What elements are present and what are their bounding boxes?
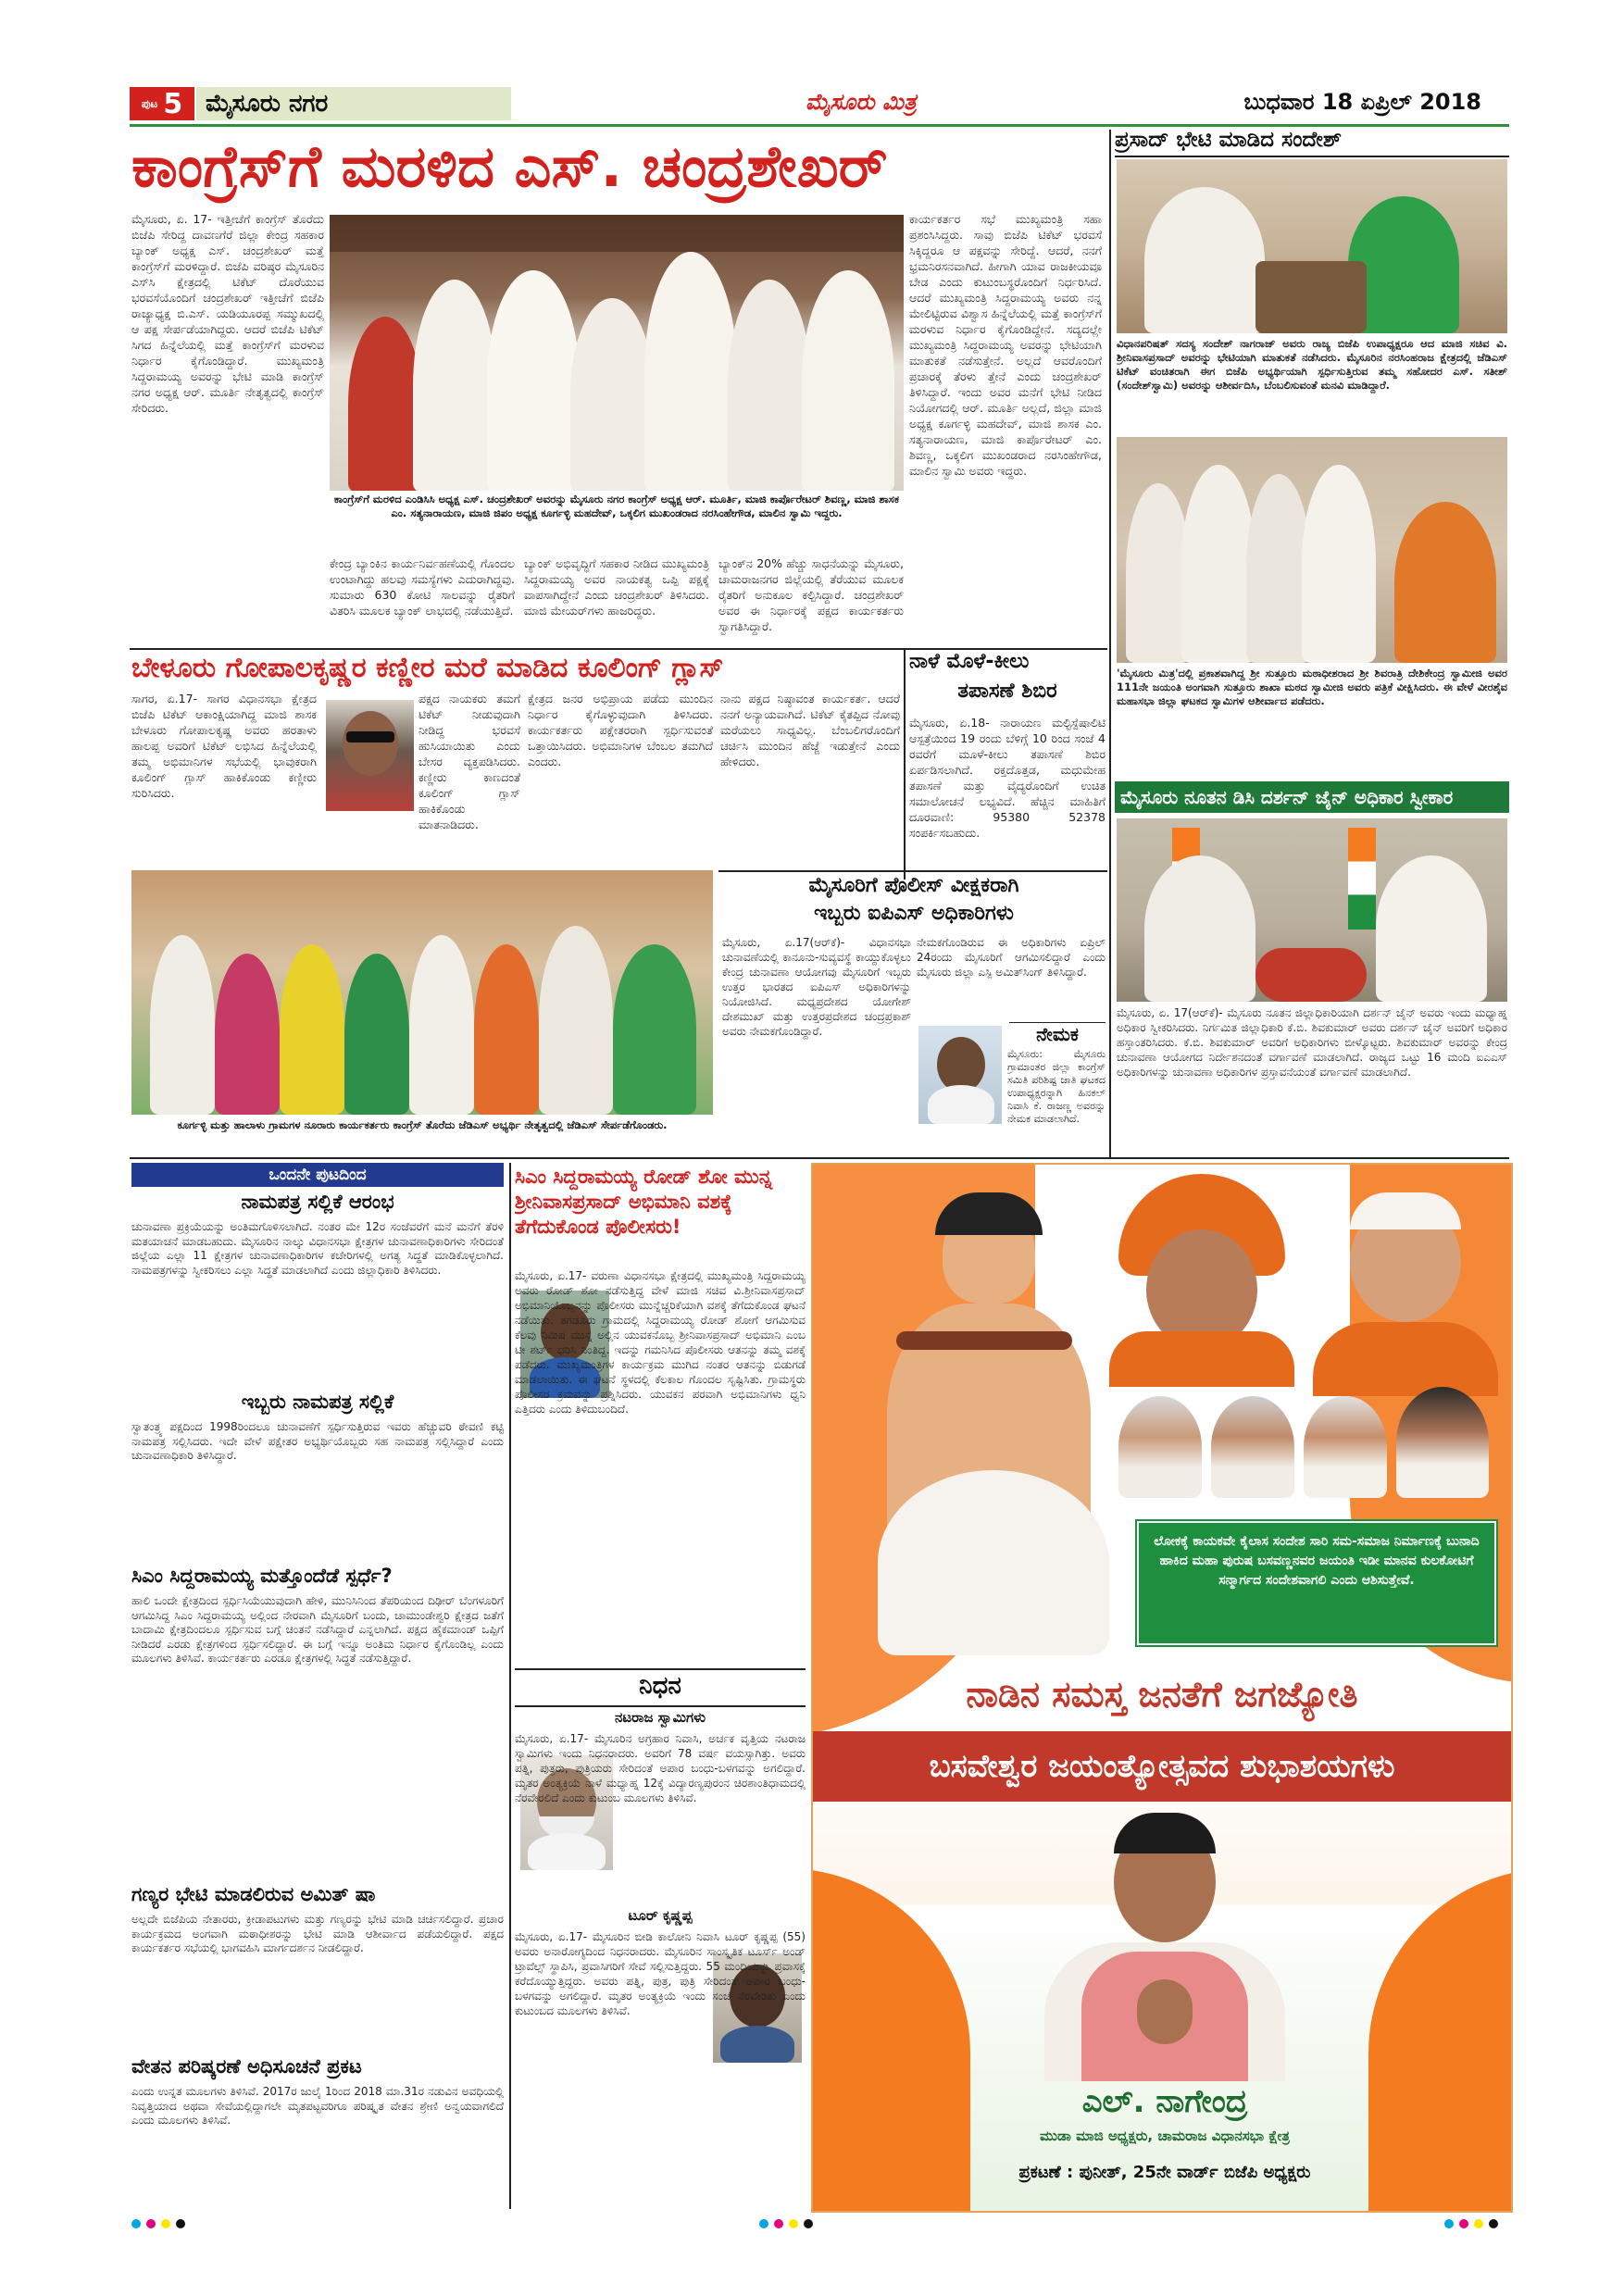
lead-col-1: ಮೈಸೂರು, ಏ. 17- ಇತ್ತೀಚೆಗೆ ಕಾಂಗ್ರೆಸ್ ತೊರೆದು ಬಿಜೆಪಿ ಸೇರಿದ್ದ ದಾವಣಗೆರೆ ಜಿಲ್ಲಾ ಕೇಂದ್ರ ಸಹಕಾರ ಬ್ಯಾಂಕ್ ಅಧ್ಯಕ್ಷ ಎಸ್. ಚಂದ್ರಶೇಖರ್ ಮತ್ತೆ ಕಾಂಗ್ರೆಸ್‌ಗೆ ಮರಳಿದ್ದಾರೆ. ಬಿಜೆಪಿ ವರಿಷ್ಠರ ಮೈಸೂರಿನ ಎಸ್‌ಸಿ ಕ್ಷೇತ್ರದಲ್ಲಿ ಟಿಕೆಟ್ ದೊರೆಯುವ ಭರವಸೆಯೊಂದಿಗೆ ಚಂದ್ರಶೇಖರ್ ಇತ್ತೀಚೆಗೆ ಬಿಜೆಪಿ ರಾಜ್ಯಾಧ್ಯಕ್ಷ ಬಿ.ಎಸ್. ಯಡಿಯೂರಪ್ಪ ಸಮ್ಮುಖದಲ್ಲಿ ಆ ಪಕ್ಷ ಸೇರ್ಪಡೆಯಾಗಿದ್ದರು. ಆದರೆ ಬಿಜೆಪಿ ಟಿಕೆಟ್ ಸಿಗದ ಹಿನ್ನೆಲೆಯಲ್ಲಿ ಮತ್ತೆ ಕಾಂಗ್ರೆಸ್‌ಗೆ ಮರಳುವ ನಿರ್ಧಾರ ಕೈಗೊಂಡಿದ್ದಾರೆ. ಮುಖ್ಯಮಂತ್ರಿ ಸಿದ್ದರಾಮಯ್ಯ ಅವರನ್ನು ಭೇಟಿ ಮಾಡಿ ಕಾಂಗ್ರೆಸ್ ನಗರ ಅಧ್ಯಕ್ಷ ಆರ್. ಮೂರ್ತಿ ನೇತೃತ್ವದಲ್ಲಿ ಕಾಂಗ್ರೆಸ್ ಸೇರಿದರು. [131, 212, 324, 415]
briefs-banner-text: ಒಂದನೇ ಪುಟದಿಂದ [269, 1166, 367, 1184]
divider [718, 870, 1107, 872]
page-number-box [130, 87, 194, 120]
ad-message-box [1137, 1521, 1496, 1645]
page-number: 5 [163, 87, 183, 120]
camp-text: ಮೈಸೂರು, ಏ.18- ನಾರಾಯಣ ಮಲ್ಟಿಸ್ಪೆಷಾಲಿಟಿ ಆಸ್ಪತ್ರೆಯಿಂದ 19 ರಂದು ಬೆಳಿಗ್ಗೆ 10 ರಿಂದ ಸಂಜೆ 4 ರವರೆಗೆ ಮೂಳೆ-ಕೀಲು ತಪಾಸಣೆ ಶಿಬಿರ ಏರ್ಪಡಿಸಲಾಗಿದೆ. ರಕ್ತದೊತ್ತಡ, ಮಧುಮೇಹ ತಪಾಸಣೆ ಮತ್ತು ವೈದ್ಯರೊಂದಿಗೆ ಉಚಿತ ಸಮಾಲೋಚನೆ ಲಭ್ಯವಿದೆ. ಹೆಚ್ಚಿನ ಮಾಹಿತಿಗೆ ದೂರವಾಣಿ: 95380 52378 ಸಂಪರ್ಕಿಸಬಹುದು. [909, 716, 1106, 840]
prasad-photo-2 [1117, 437, 1507, 663]
beluru-col-2: ಪಕ್ಷದ ನಾಯಕರು ತಮಗೆ ಟಿಕೆಟ್ ನೀಡುವುದಾಗಿ ನೀಡಿದ್ದ ಭರವಸೆ ಹುಸಿಯಾಯಿತು ಎಂದು ಬೇಸರ ವ್ಯಕ್ತಪಡಿಸಿದರು. ಕಣ್ಣೀರು ಕಾಣದಂತೆ ಕೂಲಿಂಗ್ ಗ್ಲಾಸ್ ಹಾಕಿಕೊಂಡು ಮಾತನಾಡಿದರು. [418, 692, 520, 831]
ips-col-2: ನೇಮಕಗೊಂಡಿರುವ ಈ ಅಧಿಕಾರಿಗಳು ಏಪ್ರಿಲ್ 24ರಂದು ಮೈಸೂರಿಗೆ ಆಗಮಿಸಲಿದ್ದಾರೆ ಎಂದು ಮೈಸೂರು ಜಿಲ್ಲಾ ಎಸ್ಪಿ ಅಮಿತ್‌ಸಿಂಗ್ ತಿಳಿಸಿದ್ದಾರೆ. [917, 936, 1106, 979]
divider [515, 1668, 806, 1670]
divider [1109, 130, 1111, 1157]
briefs-h5: ವೇತನ ಪರಿಷ್ಕರಣೆ ಅಧಿಸೂಚನೆ ಪ್ರಕಟ [131, 2055, 362, 2078]
lead-photo-caption: ಕಾಂಗ್ರೆಸ್‌ಗೆ ಮರಳಿದ ಎಂಡಿಸಿಸಿ ಅಧ್ಯಕ್ಷ ಎಸ್. ಚಂದ್ರಶೇಖರ್ ಅವರನ್ನು ಮೈಸೂರು ನಗರ ಕಾಂಗ್ರೆಸ್ ಅಧ್ಯಕ್ಷ ಆರ್. ಮೂರ್ತಿ, ಮಾಜಿ ಕಾರ್ಪೊರೇಟರ್ ಶಿವಣ್ಣ, ಮಾಜಿ ಶಾಸಕ ಎಂ. ಸತ್ಯನಾರಾಯಣ, ಮಾಜಿ ಜಿಪಂ ಅಧ್ಯಕ್ಷ ಕೂರ್ಗಳ್ಳಿ ಮಹದೇವ್, ಒಕ್ಕಲಿಗ ಮುಖಂಡರಾದ ನರಸಿಂಹೇಗೌಡ, ಮಾಲಿನ ಸ್ವಾಮಿ ಇದ್ದರು. [333, 493, 900, 519]
briefs-h3: ಸಿಎಂ ಸಿದ್ದರಾಮಯ್ಯ ಮತ್ತೊಂದೆಡೆ ಸ್ಪರ್ಧೆ? [131, 1565, 393, 1587]
camp-headline-1: ನಾಳೆ ಮೊಳೆ-ಕೀಲು [909, 650, 1030, 673]
obit-text-2: ಮೈಸೂರು, ಏ.17- ಮೈಸೂರಿನ ಬೀಡಿ ಕಾಲೋನಿ ನಿವಾಸಿ ಟೂರ್ ಕೃಷ್ಣಪ್ಪ (55) ಅವರು ಅನಾರೋಗ್ಯದಿಂದ ನಿಧನರಾದರು. ಮೈಸೂರಿನ ಸಾಂಸ್ಕೃತಿಕ ಟೂರ್ಸ್ ಅಂಡ್ ಟ್ರಾವೆಲ್ಸ್ ಸ್ಥಾಪಿಸಿ, ಪ್ರವಾಸಿಗರಿಗೆ ಸೇವೆ ಸಲ್ಲಿಸುತ್ತಿದ್ದರು. 55 ಮಂದಿಯನ್ನು ಪ್ರವಾಸಕ್ಕೆ ಕರೆದೊಯ್ಯುತ್ತಿದ್ದರು. ಅವರು ಪತ್ನಿ, ಪುತ್ರ, ಪುತ್ರಿ ಸೇರಿದಂತೆ ಅಪಾರ ಬಂಧು-ಬಳಗವನ್ನು ಅಗಲಿದ್ದಾರೆ. ಮೃತರ ಅಂತ್ಯಕ್ರಿಯೆ ಇಂದು ಸಂಜೆ ನೆರವೇರಿತು ಎಂದು ಕುಟುಂಬದ ಮೂಲಗಳು ತಿಳಿಸಿವೆ. [515, 1930, 806, 2017]
briefs-t1: ಚುನಾವಣಾ ಪ್ರಕ್ರಿಯೆಯನ್ನು ಅಂತಿಮಗೊಳಿಸಲಾಗಿದೆ. ನಂತರ ಮೇ 12ರ ಸಂಜೆವರೆಗೆ ಮನೆ ಮನೆಗೆ ತೆರಳಿ ಮತಯಾಚನೆ ಮಾಡಬಹುದು. ಮೈಸೂರಿನ ನಾಲ್ಕು ವಿಧಾನಸಭಾ ಕ್ಷೇತ್ರಗಳ ಚುನಾವಣಾಧಿಕಾರಿಗಳು ಸೇರಿದಂತೆ ಜಿಲ್ಲೆಯ ಎಲ್ಲಾ 11 ಕ್ಷೇತ್ರಗಳ ಚುನಾವಣಾಧಿಕಾರಿಗಳ ಕಚೇರಿಗಳಲ್ಲಿ ಅಗತ್ಯ ಸಿದ್ಧತೆ ಮಾಡಿಕೊಳ್ಳಲಾಗಿದೆ. ನಾಮಪತ್ರಗಳನ್ನು ಸ್ವೀಕರಿಸಲು ಎಲ್ಲಾ ಸಿದ್ಧತೆ ಮಾಡಲಾಗಿದೆ ಎಂದು ಜಿಲ್ಲಾಧಿಕಾರಿ ತಿಳಿಸಿದರು. [131, 1220, 504, 1277]
briefs-banner [131, 1163, 504, 1187]
lead-col-5: ಕಾರ್ಯಕರ್ತರ ಸಭೆ ಮುಖ್ಯಮಂತ್ರಿ ಸಹಾ ಪ್ರಶಂಸಿಸಿದ್ದರು. ಸಾವು ಬಿಜೆಪಿ ಟಿಕೆಟ್ ಭರವಸೆ ಸಿಕ್ಕಿದ್ದರೂ ಆ ಪಕ್ಷವನ್ನು ಸೇರಿದ್ದೆ. ಆದರೆ, ನನಗೆ ಭ್ರಮನಿರಸನವಾಗಿದೆ. ಹೀಗಾಗಿ ಯಾವ ರಾಜಕೀಯವೂ ಬೇಡ ಎಂದು ಕುಟುಂಬಸ್ಥರೊಂದಿಗೆ ನಿರ್ಧರಿಸಿದೆ. ಆದರೆ ಮುಖ್ಯಮಂತ್ರಿ ಸಿದ್ದರಾಮಯ್ಯ ಅವರು ನನ್ನ ಮೇಲಿಟ್ಟಿರುವ ವಿಶ್ವಾಸ ಹಿನ್ನೆಲೆಯಲ್ಲಿ ಮತ್ತೆ ಕಾಂಗ್ರೆಸ್‌ಗೆ ಮರಳುವ ನಿರ್ಧಾರ ಕೈಗೊಂಡಿದ್ದೇನೆ. ಸದ್ಯದಲ್ಲೇ ಮುಖ್ಯಮಂತ್ರಿ ಸಿದ್ದರಾಮಯ್ಯ ಅವರನ್ನು ಭೇಟಿಯಾಗಿ ಮಾತುಕತೆ ನಡೆಸುತ್ತೇನೆ. ಅಲ್ಲದೆ ಆವರೊಂದಿಗೆ ಪ್ರಚಾರಕ್ಕೆ ತೆರಳು ತ್ತೇನೆ ಎಂದು ಚಂದ್ರಶೇಖರ್ ತಿಳಿಸಿದ್ದಾರೆ. ಇಂದು ಅವರ ಮನೆಗೆ ಭೇಟಿ ನೀಡಿದ ನಿಯೋಗದಲ್ಲಿ ಆರ್. ಮೂರ್ತಿ ಅಲ್ಲದೆ, ಜಿಲ್ಲಾ ಮಾಜಿ ಅಧ್ಯಕ್ಷ ಕೂರ್ಗಳ್ಳಿ ಮಹದೇವ್, ಮಾಜಿ ಶಾಸಕ ಎಂ. ಸತ್ಯನಾರಾಯಣ, ಮಾಜಿ ಕಾರ್ಪೊರೇಟರ್ ಎಂ. ಶಿವಣ್ಣ, ಒಕ್ಕಲಿಗ ಮುಖಂಡರಾದ ನರಸಿಂಹೇಗೌಡ, ಮಾಲಿನ ಸ್ವಾಮಿ ಅವರು ಇದ್ದರು. [909, 212, 1102, 478]
beluru-portrait [326, 700, 414, 811]
dc-text: ಮೈಸೂರು, ಏ. 17(ಆರ್‌ಕೆ)- ಮೈಸೂರು ನೂತನ ಜಿಲ್ಲಾಧಿಕಾರಿಯಾಗಿ ದರ್ಶನ್ ಜೈನ್ ಅವರು ಇಂದು ಮಧ್ಯಾಹ್ನ ಅಧಿಕಾರ ಸ್ವೀಕರಿಸಿದರು. ನಿರ್ಗಮಿತ ಜಿಲ್ಲಾಧಿಕಾರಿ ಕೆ.ಬಿ. ಶಿವಕುಮಾರ್ ಅವರು ದರ್ಶನ್ ಜೈನ್ ಅವರಿಗೆ ಅಧಿಕಾರ ಹಸ್ತಾಂತರಿಸಿದರು. ಕೆ.ಬಿ. ಶಿವಕುಮಾರ್ ಅವರಿಗೆ ಅಧಿಕಾರಿಗಳು ಬೀಳ್ಕೊಟ್ಟರು. ಶಿವಕುಮಾರ್ ಅವರನ್ನು ಕೇಂದ್ರ ಚುನಾವಣಾ ಆಯೋಗದ ನಿರ್ದೇಶನದಂತೆ ವರ್ಗಾವಣೆ ಮಾಡಲಾಗಿದೆ. ರಾಜ್ಯದ ಒಟ್ಟು 16 ಮಂದಿ ಐಎಎಸ್ ಅಧಿಕಾರಿಗಳನ್ನು ಚುನಾವಣಾ ಅಧಿಕಾರಿಗಳ ಪ್ರಸ್ತಾವನೆಯಂತೆ ವರ್ಗಾವಣೆ ಮಾಡಲಾಗಿದೆ. [1117, 1006, 1507, 1079]
masthead [130, 85, 1509, 122]
briefs-t5: ಎಂದು ಉನ್ನತ ಮೂಲಗಳು ತಿಳಿಸಿವೆ. 2017ರ ಜುಲೈ 1ರಿಂದ 2018 ಮಾ.31ರ ನಡುವಿನ ಅವಧಿಯಲ್ಲಿ ನಿವೃತ್ತಿಯಾದ ಅಥವಾ ಸೇವೆಯಲ್ಲಿದ್ದಾಗಲೇ ಮೃತಪಟ್ಟವರಿಗೂ ಪರಿಷ್ಕೃತ ವೇತನ ಶ್ರೇಣಿ ಅನ್ವಯವಾಗಲಿದೆ ಎಂದು ಮೂಲಗಳು ತಿಳಿಸಿವೆ. [131, 2085, 504, 2127]
candidate-role: ಮುಡಾ ಮಾಜಿ ಅಧ್ಯಕ್ಷರು, ಚಾಮರಾಜ ವಿಧಾನಸಭಾ ಕ್ಷೇತ್ರ [1039, 2128, 1290, 2144]
section-name: ಮೈಸೂರು ನಗರ [206, 89, 329, 118]
ips-headline-2: ಇಬ್ಬರು ಐಪಿಎಸ್ ಅಧಿಕಾರಿಗಳು [814, 902, 1014, 925]
briefs-h4: ಗಣ್ಯರ ಭೇಟಿ ಮಾಡಲಿರುವ ಅಮಿತ್ ಷಾ [131, 1883, 376, 1905]
paper-name: ಮೈಸೂರು ಮಿತ್ರ [806, 89, 917, 115]
leader-portrait-2 [1211, 1396, 1294, 1498]
ips-col-1: ಮೈಸೂರು, ಏ.17(ಆರ್‌ಕೆ)- ವಿಧಾನಸಭಾ ಚುನಾವಣೆಯಲ್ಲಿ ಕಾನೂನು-ಸುವ್ಯವಸ್ಥೆ ಕಾಯ್ದುಕೊಳ್ಳಲು ಕೇಂದ್ರ ಚುನಾವಣಾ ಆಯೋಗವು ಮೈಸೂರಿಗೆ ಇಬ್ಬರು ಉತ್ತರ ಭಾರತದ ಐಪಿಎಸ್ ಅಧಿಕಾರಿಗಳನ್ನು ನಿಯೋಜಿಸಿದೆ. ಮಧ್ಯಪ್ರದೇಶದ ಯೋಗೇಶ್ ದೇಶಮುಖ್ ಮತ್ತು ಉತ್ತರಪ್ರದೇಶದ ಚಂದ್ರಪ್ರಕಾಶ್ ಅವರು ನೇಮಕಗೊಂಡಿದ್ದಾರೆ. [722, 936, 911, 1038]
prasad-caption-2: 'ಮೈಸೂರು ಮಿತ್ರ'ದಲ್ಲಿ ಪ್ರಕಾಶವಾಗಿದ್ದ ಶ್ರೀ ಸುತ್ತೂರು ಮಠಾಧೀಶರಾದ ಶ್ರೀ ಶಿವರಾತ್ರಿ ದೇಶಿಕೇಂದ್ರ ಸ್ವಾಮೀಜಿ ಅವರ 111ನೇ ಜಯಂತಿ ಅಂಗವಾಗಿ ಸುತ್ತೂರು ಶಾಖಾ ಮಠದ ಸ್ವಾಮೀಜಿ ಅವರು ಪತ್ರಿಕೆ ವೀಕ್ಷಿಸಿದರು. ಈ ವೇಳೆ ವೀರಶೈವ ಮಹಾಸಭಾ ಜಿಲ್ಲಾ ಘಟಕದ ಸ್ವಾಮಿಗಳ ಆಶೀರ್ವಾದ ಪಡೆದರು. [1117, 667, 1507, 707]
section-name-box [196, 87, 511, 120]
roadshow-text: ಮೈಸೂರು, ಏ.17- ವರುಣಾ ವಿಧಾನಸಭಾ ಕ್ಷೇತ್ರದಲ್ಲಿ ಮುಖ್ಯಮಂತ್ರಿ ಸಿದ್ದರಾಮಯ್ಯ ಅವರು ರೋಡ್ ಶೋ ನಡೆಸುತ್ತಿದ್ದ ವೇಳೆ ಮಾಜಿ ಸಚಿವ ವಿ.ಶ್ರೀನಿವಾಸಪ್ರಸಾದ್ ಅಭಿಮಾನಿಯೊಬ್ಬನನ್ನು ಪೊಲೀಸರು ಮುನ್ನೆಚ್ಚರಿಕೆಯಾಗಿ ವಶಕ್ಕೆ ತೆಗೆದುಕೊಂಡ ಘಟನೆ ನಡೆಯಿತು. ತಗಡೂರು ಗ್ರಾಮದಲ್ಲಿ ಸಿದ್ದರಾಮಯ್ಯ ರೋಡ್ ಶೋಗೆ ಆಗಮಿಸುವ ಕೆಲವು ನಿಮಿಷ ಮುನ್ನ ಅಲ್ಲಿನ ಯುವಕನೊಬ್ಬ ಶ್ರೀನಿವಾಸಪ್ರಸಾದ್ ಅಭಿಮಾನಿ ಎಂಬ ಟೀ ಶರ್ಟ್ ಧರಿಸಿ ನಿಂತಿದ್ದ. ಇದನ್ನು ಗಮನಿಸಿದ ಪೊಲೀಸರು ಆತನನ್ನು ತಮ್ಮ ವಶಕ್ಕೆ ಪಡೆದರು. ಮುಖ್ಯಮಂತ್ರಿಗಳ ಕಾರ್ಯಕ್ರಮ ಮುಗಿದ ನಂತರ ಆತನನ್ನು ಬಿಡುಗಡೆ ಮಾಡಲಾಯಿತು. ಈ ಘಟನೆ ಸ್ಥಳದಲ್ಲಿ ಕೆಲಕಾಲ ಗೊಂದಲ ಸೃಷ್ಟಿಸಿತು. ಗ್ರಾಮಸ್ಥರು ಪೊಲೀಸರ ಕ್ರಮವನ್ನು ಪ್ರಶ್ನಿಸಿದರು. ಯುವಕನ ಪರವಾಗಿ ಅಭಿಮಾನಿಗಳು ಧ್ವನಿ ಎತ್ತಿದರು ಎಂದು ತಿಳಿದುಬಂದಿದೆ. [515, 1269, 806, 1416]
masthead-rule [130, 124, 1509, 127]
beluru-col-1: ಸಾಗರ, ಏ.17- ಸಾಗರ ವಿಧಾನಸಭಾ ಕ್ಷೇತ್ರದ ಬಿಜೆಪಿ ಟಿಕೆಟ್ ಆಕಾಂಕ್ಷಿಯಾಗಿದ್ದ ಮಾಜಿ ಶಾಸಕ ಬೇಳೂರು ಗೋಪಾಲಕೃಷ್ಣ ಅವರು ಹರತಾಳು ಹಾಲಪ್ಪ ಅವರಿಗೆ ಟಿಕೆಟ್ ಲಭಿಸಿದ ಹಿನ್ನೆಲೆಯಲ್ಲಿ ತಮ್ಮ ಅಭಿಮಾನಿಗಳ ಸಭೆಯಲ್ಲಿ ಭಾವುಕರಾಗಿ ಕೂಲಿಂಗ್ ಗ್ಲಾಸ್ ಹಾಕಿಕೊಂಡು ಕಣ್ಣೀರು ಸುರಿಸಿದರು. [131, 692, 317, 800]
lead-col-3: ಬ್ಯಾಂಕ್ ಅಭಿವೃದ್ಧಿಗೆ ಸಹಕಾರ ನೀಡಿದ ಮುಖ್ಯಮಂತ್ರಿ ಸಿದ್ದರಾಮಯ್ಯ ಅವರ ನಾಯಕತ್ವ ಒಪ್ಪಿ ಪಕ್ಷಕ್ಕೆ ವಾಪಸಾಗಿದ್ದೇನೆ ಎಂದು ಚಂದ್ರಶೇಖರ್ ತಿಳಿಸಿದರು. ಮಾಜಿ ಮೇಯರ್‌ಗಳು ಹಾಜರಿದ್ದರು. [524, 556, 709, 618]
ad-greeting-line-2: ಬಸವೇಶ್ವರ ಜಯಂತ್ಯೋತ್ಸವದ ಶುಭಾಶಯಗಳು [929, 1748, 1395, 1785]
beluru-headline: ಬೇಳೂರು ಗೋಪಾಲಕೃಷ್ಣರ ಕಣ್ಣೀರ ಮರೆ ಮಾಡಿದ ಕೂಲಿಂಗ್ ಗ್ಲಾಸ್ [131, 652, 724, 684]
basavanna-figure [868, 1192, 1109, 1655]
registration-dots-center [759, 2215, 818, 2232]
dc-headline: ಮೈಸೂರು ನೂತನ ಡಿಸಿ ದರ್ಶನ್ ಜೈನ್ ಅಧಿಕಾರ ಸ್ವೀಕಾರ [1120, 786, 1454, 808]
beluru-col-3: ಕ್ಷೇತ್ರದ ಜನರ ಅಭಿಪ್ರಾಯ ಪಡೆದು ಮುಂದಿನ ನಿರ್ಧಾರ ಕೈಗೊಳ್ಳುವುದಾಗಿ ತಿಳಿಸಿದರು. ಕಾರ್ಯಕರ್ತರು ಪಕ್ಷೇತರರಾಗಿ ಸ್ಪರ್ಧಿಸುವಂತೆ ಒತ್ತಾಯಿಸಿದರು. ಅಭಿಮಾನಿಗಳ ಬೆಂಬಲ ತಮಗಿದೆ ಎಂದರು. [528, 692, 713, 768]
candidate-name: ಎಲ್. ನಾಗೇಂದ್ರ [1081, 2083, 1248, 2120]
ad-greeting-line-1: ನಾಡಿನ ಸಮಸ್ತ ಜನತೆಗೆ ಜಗಜ್ಯೋತಿ [966, 1674, 1358, 1715]
lead-col-4: ಬ್ಯಾಂಕ್‌ನ 20% ಹೆಚ್ಚು ಸಾಧನೆಯನ್ನು ಮೈಸೂರು, ಚಾಮರಾಜನಗರ ಜಿಲ್ಲೆಯಲ್ಲಿ ತೆರೆಯುವ ಮೂಲಕ ರೈತರಿಗೆ ಅನುಕೂಲ ಕಲ್ಪಿಸಿದ್ದಾರೆ. ಚಂದ್ರಶೇಖರ್ ಅವರ ಈ ನಿರ್ಧಾರಕ್ಕೆ ಪಕ್ಷದ ಕಾರ್ಯಕರ್ತರು ಸ್ವಾಗತಿಸಿದ್ದಾರೆ. [718, 556, 904, 633]
lead-group-photo [330, 215, 904, 491]
registration-dots-right [1444, 2215, 1504, 2232]
candidate-portrait [1026, 1813, 1304, 2081]
briefs-t4: ಅಲ್ಲದೇ ಬಿಜೆಪಿಯ ನೇತಾರರು, ಕ್ರೀಡಾಪಟುಗಳು ಮತ್ತು ಗಣ್ಯರನ್ನು ಭೇಟಿ ಮಾಡಿ ಚರ್ಚಿಸಲಿದ್ದಾರೆ. ಪ್ರಚಾರ ಕಾರ್ಯಕ್ರಮದ ಅಂಗವಾಗಿ ಮಠಾಧೀಶರನ್ನು ಭೇಟಿ ಮಾಡಿ ಆಶೀರ್ವಾದ ಪಡೆಯಲಿದ್ದಾರೆ. ಪಕ್ಷದ ಕಾರ್ಯಕರ್ತರ ಸಭೆಯಲ್ಲಿ ಭಾಗವಹಿಸಿ ಮಾರ್ಗದರ್ಶನ ನೀಡಲಿದ್ದಾರೆ. [131, 1913, 504, 1954]
beluru-photo-caption: ಕೂರ್ಗಳ್ಳಿ ಮತ್ತು ಹಾಲಾಳು ಗ್ರಾಮಗಳ ನೂರಾರು ಕಾರ್ಯಕರ್ತರು ಕಾಂಗ್ರೆಸ್ ತೊರೆದು ಜೆಡಿಎಸ್ ಅಭ್ಯರ್ಥಿ ನೇತೃತ್ವದಲ್ಲಿ ಜೆಡಿಎಸ್ ಸೇರ್ಪಡೆಗೊಂಡರು. [177, 1118, 668, 1131]
basava-jayanti-ad [811, 1163, 1513, 2213]
dc-headline-box [1115, 781, 1509, 813]
divider [130, 1157, 1509, 1159]
divider [509, 1163, 511, 2209]
issue-date: ಬುಧವಾರ 18 ಏಪ್ರಿಲ್ 2018 [1243, 89, 1481, 115]
dc-photo [1117, 818, 1507, 1002]
lead-col-2: ಕೇಂದ್ರ ಬ್ಯಾಂಕಿನ ಕಾರ್ಯನಿರ್ವಹಣೆಯಲ್ಲಿ ಗೊಂದಲ ಉಂಟಾಗಿದ್ದು ಹಲವು ಸಮಸ್ಯೆಗಳು ಎದುರಾಗಿದ್ದವು. ಸುಮಾರು 630 ಕೋಟಿ ಸಾಲವನ್ನು ರೈತರಿಗೆ ವಿತರಿಸಿ ಮೂಲಕ ಬ್ಯಾಂಕ್ ಲಾಭದಲ್ಲಿ ನಡೆಯುತ್ತಿದೆ. [330, 556, 515, 618]
swamiji-portrait-2 [1313, 1183, 1498, 1396]
camp-headline-2: ತಪಾಸಣೆ ಶಿಬಿರ [957, 680, 1057, 703]
ips-headline-1: ಮೈಸೂರಿಗೆ ಪೊಲೀಸ್ ವೀಕ್ಷಕರಾಗಿ [808, 874, 1019, 897]
divider [904, 648, 906, 880]
appoint-photo [918, 1026, 1002, 1124]
appoint-text: ಮೈಸೂರು: ಮೈಸೂರು ಗ್ರಾಮಾಂತರ ಜಿಲ್ಲಾ ಕಾಂಗ್ರೆಸ್ ಸಮಿತಿ ಪರಿಶಿಷ್ಟ ಜಾತಿ ಘಟಕದ ಉಪಾಧ್ಯಕ್ಷರನ್ನಾಗಿ ಹಿನಕಲ್ ನಿವಾಸಿ ಕೆ. ರಾಜಣ್ಣ ಅವರನ್ನು ನೇಮಕ ಮಾಡಲಾಗಿದೆ. [1007, 1048, 1106, 1125]
briefs-t3: ಹಾಲಿ ಒಂದೇ ಕ್ಷೇತ್ರದಿಂದ ಸ್ಪರ್ಧಿಸಿಯೆಯುವುದಾಗಿ ಹೇಳಿ, ಮುನಿಸಿನಿಂದ ತೆಪರಿಯಂದ ದಿಢೀರ್ ಬೆಂಗಳೂರಿಗೆ ಆಗಮಿಸಿದ್ದ ಸಿಎಂ ಸಿದ್ದರಾಮಯ್ಯ ಅಲ್ಲಿಂದ ನೇರವಾಗಿ ಮೈಸೂರಿಗೆ ಬಂದು, ಚಾಮುಂಡೇಶ್ವರಿ ಕ್ಷೇತ್ರದ ಜತೆಗೆ ಬಾದಾಮಿ ಕ್ಷೇತ್ರದಿಂದಲೂ ಸ್ಪರ್ಧಿಸುವ ಬಗ್ಗೆ ಚಿಂತನೆ ನಡೆಸಿದ್ದಾರೆ ಎನ್ನಲಾಗಿದೆ. ಪಕ್ಷದ ಹೈಕಮಾಂಡ್ ಒಪ್ಪಿಗೆ ನೀಡಿದರೆ ಎರಡು ಕ್ಷೇತ್ರಗಳಿಂದ ಸ್ಪರ್ಧಿಸಲಿದ್ದಾರೆ. ಈ ಬಗ್ಗೆ ಇನ್ನೂ ಅಂತಿಮ ನಿರ್ಧಾರ ಕೈಗೊಂಡಿಲ್ಲ ಎಂದು ಮೂಲಗಳು ತಿಳಿಸಿವೆ. ಕಾರ್ಯಕರ್ತರು ಎರಡೂ ಕ್ಷೇತ್ರಗಳಲ್ಲಿ ಸಿದ್ಧತೆ ನಡೆಸುತ್ತಿದ್ದಾರೆ. [131, 1594, 504, 1665]
leader-portrait-3 [1304, 1396, 1387, 1498]
prasad-photo-1 [1117, 159, 1507, 333]
ad-greeting-band [813, 1731, 1511, 1802]
ad-message: ಲೋಕಕ್ಕೆ ಕಾಯಕವೇ ಕೈಲಾಸ ಸಂದೇಶ ಸಾರಿ ಸಮ-ಸಮಾಜ ನಿರ್ಮಾಣಕ್ಕೆ ಬುನಾದಿ ಹಾಕಿದ ಮಹಾ ಪುರುಷ ಬಸವಣ್ಣನವರ ಜಯಂತಿ ಇಡೀ ಮಾನವ ಕುಲಕೋಟಿಗೆ ಸನ್ಮಾರ್ಗದ ಸಂದೇಶವಾಗಲಿ ಎಂದು ಆಶಿಸುತ್ತೇವೆ. [1154, 1534, 1480, 1588]
briefs-h1: ನಾಮಪತ್ರ ಸಲ್ಲಿಕೆ ಆರಂಭ [241, 1191, 394, 1213]
page-label: ಪುಟ [141, 96, 158, 110]
roadshow-headline: ಸಿಎಂ ಸಿದ್ದರಾಮಯ್ಯ ರೋಡ್ ಶೋ ಮುನ್ನ ಶ್ರೀನಿವಾಸಪ್ರಸಾದ್ ಅಭಿಮಾನಿ ವಶಕ್ಕೆ ತೆಗೆದುಕೊಂಡ ಪೊಲೀಸರು! [515, 1166, 773, 1238]
briefs-t2: ಸ್ವಾತಂತ್ರ್ಯ ಪಕ್ಷದಿಂದ 1998ರಿಂದಲೂ ಚುನಾವಣೆಗೆ ಸ್ಪರ್ಧಿಸುತ್ತಿರುವ ಇವರು ಹೆಚ್ಚುವರಿ ಠೇವಣಿ ಕಟ್ಟಿ ನಾಮಪತ್ರ ಸಲ್ಲಿಸಿದರು. ಇದೇ ವೇಳೆ ಪಕ್ಷೇತರ ಅಭ್ಯರ್ಥಿಯೊಬ್ಬರು ಸಹ ನಾಮಪತ್ರ ಸಲ್ಲಿಸಿದ್ದಾರೆ ಎಂದು ಚುನಾವಣಾಧಿಕಾರಿ ತಿಳಿಸಿದ್ದಾರೆ. [131, 1420, 504, 1462]
divider [515, 1705, 806, 1707]
leader-portrait-1 [1118, 1396, 1202, 1498]
prasad-headline: ಪ್ರಸಾದ್ ಭೇಟಿ ಮಾಡಿದ ಸಂದೇಶ್ [1115, 128, 1509, 157]
obit-header: ನಿಧನ [639, 1672, 681, 1700]
lead-headline: ಕಾಂಗ್ರೆಸ್‌ಗೆ ಮರಳಿದ ಎಸ್. ಚಂದ್ರಶೇಖರ್ [131, 132, 888, 200]
obit-name-2: ಟೂರ್ ಕೃಷ್ಣಪ್ಪ [628, 1907, 693, 1924]
swamiji-portrait-1 [1100, 1174, 1304, 1387]
registration-dots-left [131, 2215, 191, 2232]
obit-text-1: ಮೈಸೂರು, ಏ.17- ಮೈಸೂರಿನ ಅಗ್ರಹಾರ ನಿವಾಸಿ, ಅರ್ಚಕ ವೃತ್ತಿಯ ನಟರಾಜ ಸ್ವಾಮಿಗಳು ಇಂದು ನಿಧನರಾದರು. ಅವರಿಗೆ 78 ವರ್ಷ ವಯಸ್ಸಾಗಿತ್ತು. ಅವರು ಪತ್ನಿ, ಪುತ್ರರು, ಪುತ್ರಿಯರು ಸೇರಿದಂತೆ ಅಪಾರ ಬಂಧು-ಬಳಗವನ್ನು ಅಗಲಿದ್ದಾರೆ. ಮೃತರ ಅಂತ್ಯಕ್ರಿಯೆ ನಾಳೆ ಮಧ್ಯಾಹ್ನ 12ಕ್ಕೆ ವಿದ್ಯಾರಣ್ಯಪುರಂನ ಚಿರಶಾಂತಿಧಾಮದಲ್ಲಿ ನೆರವೇರಲಿದೆ ಎಂದು ಕುಟುಂಬ ಮೂಲಗಳು ತಿಳಿಸಿವೆ. [515, 1732, 806, 1804]
obit-name-1: ನಟರಾಜ ಸ್ವಾಮಿಗಳು [615, 1709, 706, 1726]
ad-publisher: ಪ್ರಕಟಣೆ : ಪುನೀತ್, 25ನೇ ವಾರ್ಡ್ ಬಿಜೆಪಿ ಅಧ್ಯಕ್ಷರು [1018, 2163, 1311, 2182]
beluru-col-4: ನಾನು ಪಕ್ಷದ ನಿಷ್ಠಾವಂತ ಕಾರ್ಯಕರ್ತ. ಆದರೆ ನನಗೆ ಅನ್ಯಾಯವಾಗಿದೆ. ಟಿಕೆಟ್ ಕೈತಪ್ಪಿದ ನೋವು ಮರೆಯಲು ಸಾಧ್ಯವಿಲ್ಲ. ಬೆಂಬಲಿಗರೊಂದಿಗೆ ಚರ್ಚಿಸಿ ಮುಂದಿನ ಹೆಜ್ಜೆ ಇಡುತ್ತೇನೆ ಎಂದು ಹೇಳಿದರು. [720, 692, 900, 768]
beluru-group-photo [131, 870, 713, 1115]
briefs-h2: ಇಬ್ಬರು ನಾಮಪತ್ರ ಸಲ್ಲಿಕೆ [241, 1391, 394, 1413]
leader-portrait-4 [1396, 1387, 1489, 1498]
prasad-caption-1: ವಿಧಾನಪರಿಷತ್ ಸದಸ್ಯ ಸಂದೇಶ್ ನಾಗರಾಜ್ ಅವರು ರಾಜ್ಯ ಬಿಜೆಪಿ ಉಪಾಧ್ಯಕ್ಷರೂ ಆದ ಮಾಜಿ ಸಚಿವ ವಿ. ಶ್ರೀನಿವಾಸಪ್ರಸಾದ್ ಅವರನ್ನು ಭೇಟಿಯಾಗಿ ಮಾತುಕತೆ ನಡೆಸಿದರು. ಮೈಸೂರಿನ ನರಸಿಂಹರಾಜ ಕ್ಷೇತ್ರದಲ್ಲಿ ಜೆಡಿಎಸ್ ಟಿಕೆಟ್ ವಂಚಿತರಾಗಿ ಈಗ ಬಿಜೆಪಿ ಅಭ್ಯರ್ಥಿಯಾಗಿ ಸ್ಪರ್ಧಿಸುತ್ತಿರುವ ತಮ್ಮ ಸಹೋದರ ಎಸ್. ಸತೀಶ್ (ಸಂದೇಶ್‌ಸ್ವಾಮಿ) ಅವರನ್ನು ಆಶೀರ್ವದಿಸಿ, ಬೆಂಬಲಿಸುವಂತೆ ಮನವಿ ಮಾಡಿದ್ದಾರೆ. [1117, 337, 1507, 392]
appoint-headline: ನೇಮಕ [1009, 1022, 1106, 1047]
